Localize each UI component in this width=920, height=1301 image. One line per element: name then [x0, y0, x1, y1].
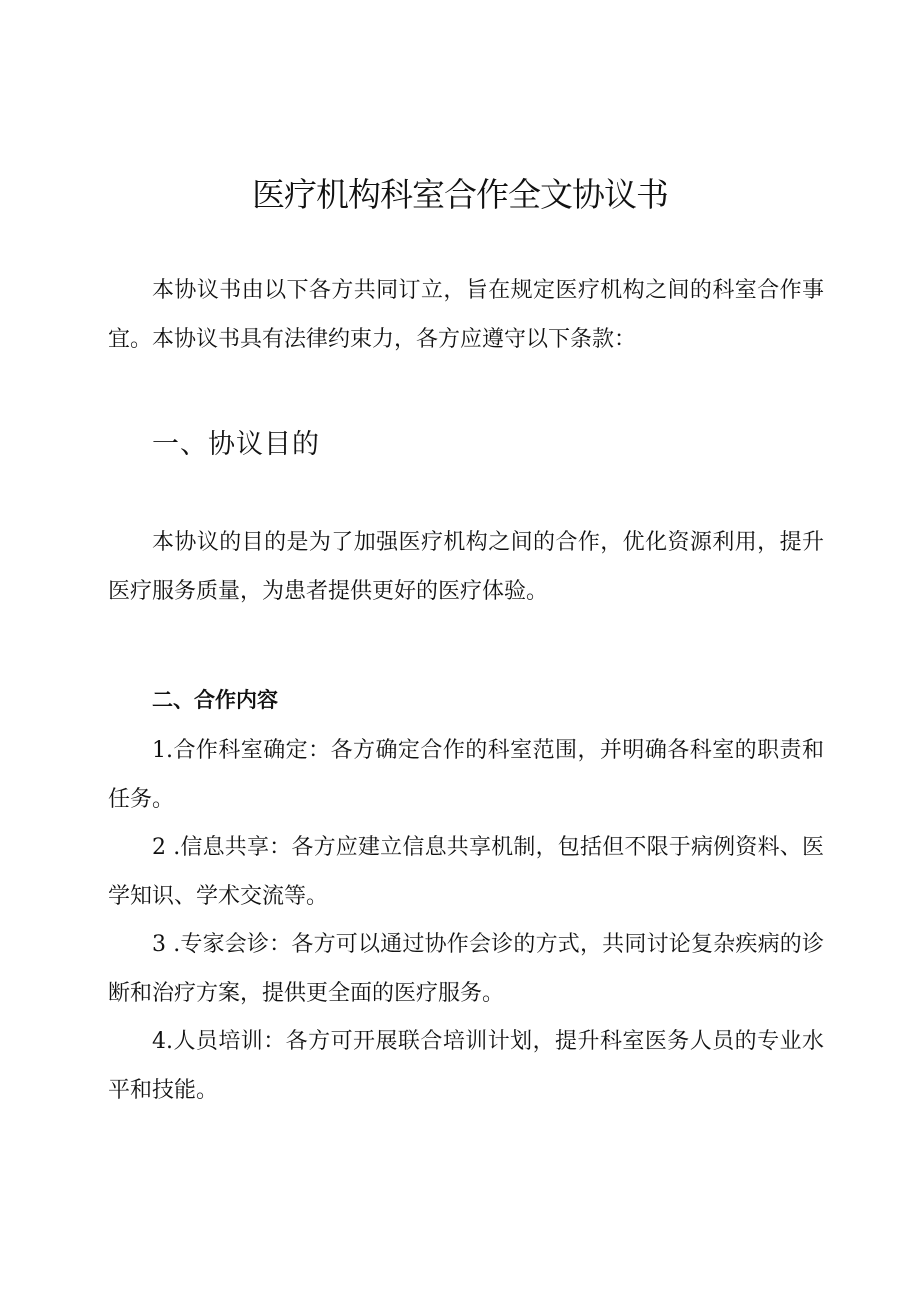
intro-paragraph: 本协议书由以下各方共同订立，旨在规定医疗机构之间的科室合作事宜。本协议书具有法律约束力，各方应遵守以下条款： [108, 278, 824, 352]
list-item: 3 .专家会诊：各方可以通过协作会诊的方式，共同讨论复杂疾病的诊断和治疗方案，提供更全面的医疗服务。 [108, 932, 824, 1006]
document-title: 医疗机构科室合作全文协议书 [252, 175, 668, 214]
list-item: 2 .信息共享：各方应建立信息共享机制，包括但不限于病例资料、医学知识、学术交流等。 [108, 835, 824, 909]
list-item: 1.合作科室确定：各方确定合作的科室范围，并明确各科室的职责和任务。 [108, 738, 824, 812]
section-1-heading: 一、协议目的 [152, 429, 320, 460]
section-1-body: 本协议的目的是为了加强医疗机构之间的合作，优化资源利用，提升医疗服务质量，为患者提供更好的医疗体验。 [108, 530, 824, 604]
list-item: 4.人员培训：各方可开展联合培训计划，提升科室医务人员的专业水平和技能。 [108, 1029, 824, 1103]
section-2-heading: 二、合作内容 [152, 687, 278, 712]
